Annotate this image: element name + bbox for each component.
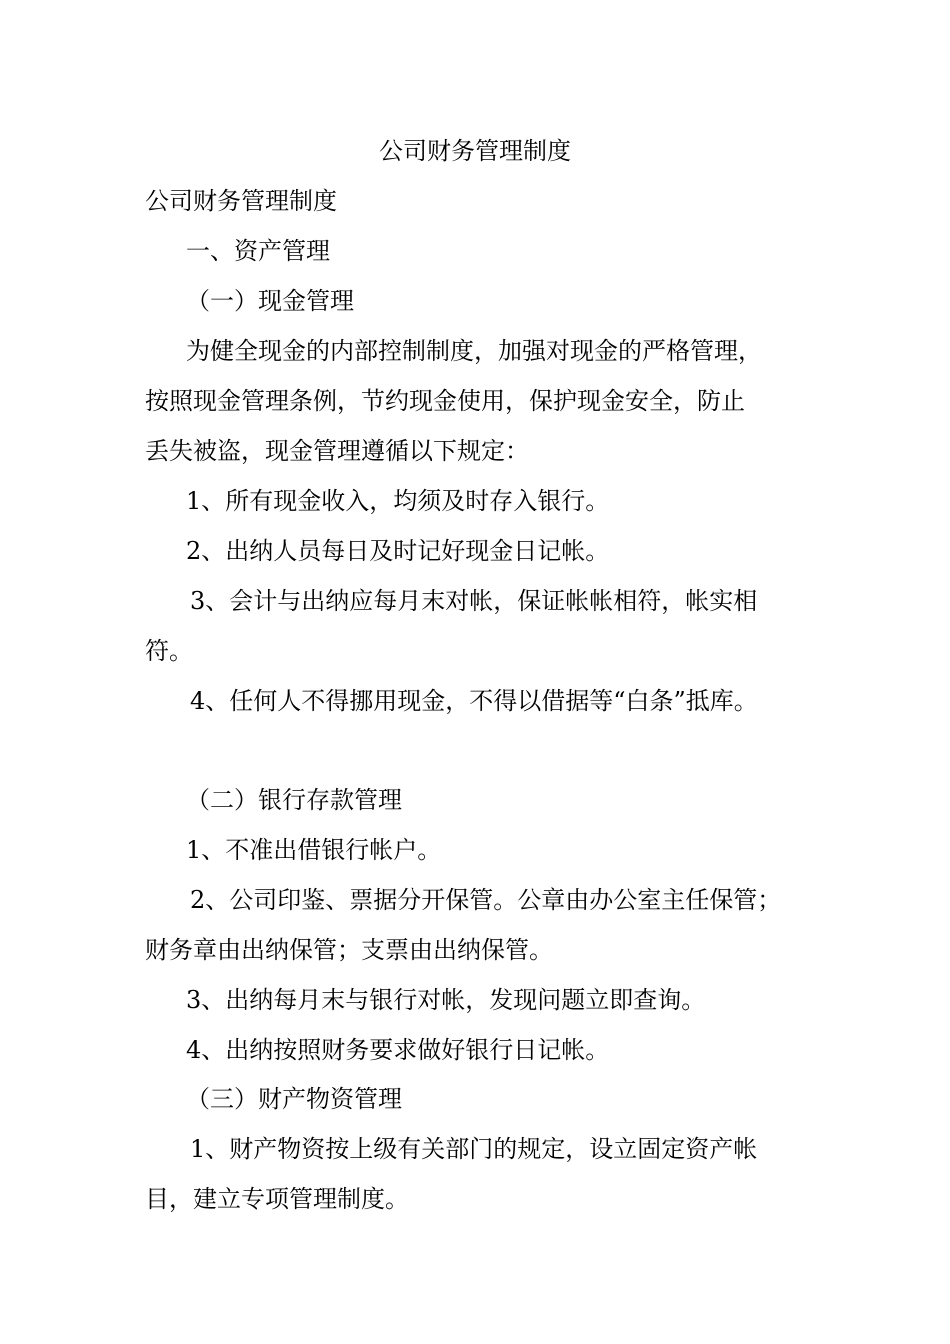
list-item: 4、出纳按照财务要求做好银行日记帐。	[186, 1036, 610, 1064]
section-heading-main: 公司财务管理制度	[145, 187, 337, 215]
list-item-continuation: 财务章由出纳保管；支票由出纳保管。	[145, 936, 553, 964]
paragraph-line: 丢失被盗，现金管理遵循以下规定：	[145, 437, 529, 465]
paragraph-line: 按照现金管理条例，节约现金使用，保护现金安全，防止	[145, 387, 745, 415]
list-item: 2、出纳人员每日及时记好现金日记帐。	[186, 537, 610, 565]
list-item: 1、所有现金收入，均须及时存入银行。	[186, 487, 610, 515]
list-item: 2、公司印鉴、票据分开保管。公章由办公室主任保管；	[190, 886, 782, 914]
section-heading-assets: 一、资产管理	[186, 237, 330, 265]
subsection-heading-property: （三）财产物资管理	[186, 1085, 402, 1113]
list-item: 3、会计与出纳应每月末对帐，保证帐帐相符，帐实相	[190, 587, 758, 615]
list-item-continuation: 符。	[145, 637, 193, 665]
subsection-heading-bank: （二）银行存款管理	[186, 786, 402, 814]
list-item: 4、任何人不得挪用现金，不得以借据等“白条”抵库。	[190, 687, 758, 715]
subsection-heading-cash: （一）现金管理	[186, 287, 354, 315]
paragraph-line: 为健全现金的内部控制制度，加强对现金的严格管理，	[186, 337, 762, 365]
list-item: 1、不准出借银行帐户。	[186, 836, 442, 864]
list-item: 3、出纳每月末与银行对帐，发现问题立即查询。	[186, 986, 706, 1014]
list-item: 1、财产物资按上级有关部门的规定，设立固定资产帐	[190, 1135, 758, 1163]
list-item-continuation: 目，建立专项管理制度。	[145, 1185, 409, 1213]
document-title: 公司财务管理制度	[379, 137, 571, 165]
